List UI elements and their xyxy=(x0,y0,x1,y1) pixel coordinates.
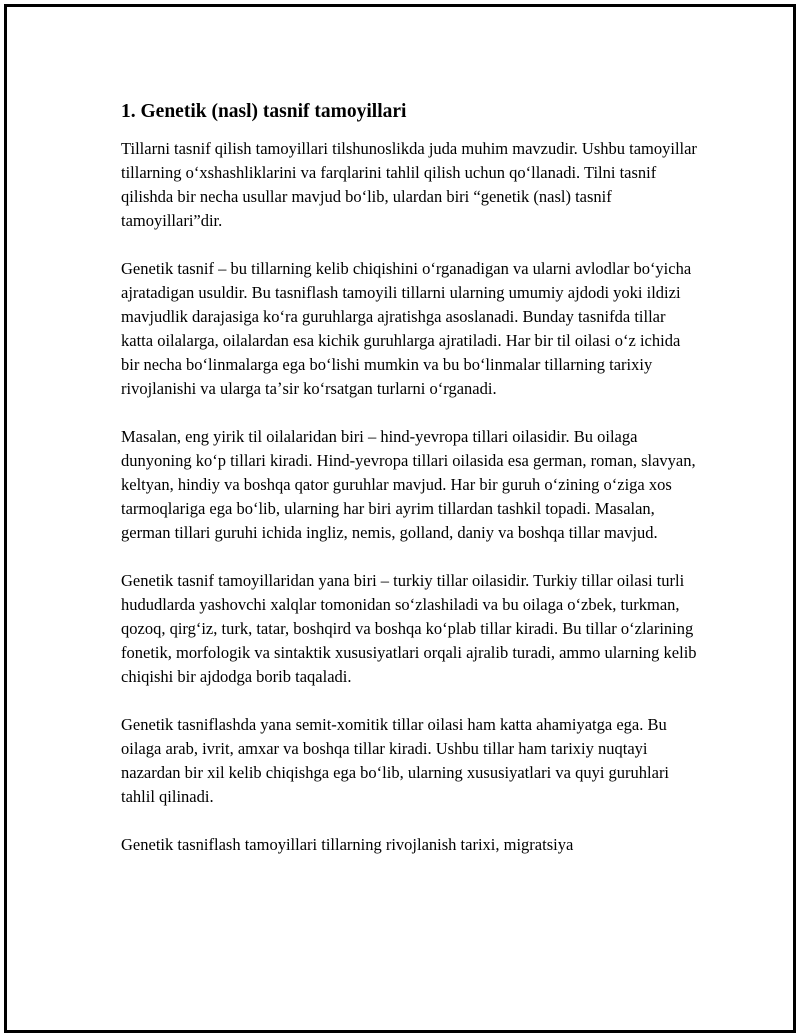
paragraph-conclusion-start: Genetik tasniflash tamoyillari tillarning rivojlanish tarixi, migratsiya xyxy=(121,835,574,854)
section-heading: 1. Genetik (nasl) tasnif tamoyillari xyxy=(121,101,407,122)
document-body xyxy=(121,99,701,881)
paragraph-semitic-hamitic: Genetik tasniflashda yana semit-xomitik tillar oilasi ham katta ahamiyatga ega. Bu oilaga arab, ivrit, amxar va boshqa tillar kiradi. Ushbu tillar ham tarixiy nuqtayi nazardan bir xil kelib chiqishga ega boʻlib, ularning xususiyatlari va quyi guruhlari tahlil qilinadi. xyxy=(121,715,670,806)
paragraph-genetic-definition: Genetik tasnif – bu tillarning kelib chiqishini oʻrganadigan va ularni avlodlar boʻyicha ajratadigan usuldir. Bu tasniflash tamoyili tillarni ularning umumiy ajdodi yoki ildizi mavjudlik darajasiga koʻra guruhlarga ajratishga asoslanadi. Bunday tasnifda tillar katta oilalarga, oilalardan esa kichik guruhlarga ajratiladi. Har bir til oilasi oʻz ichida bir necha boʻlinmalarga ega boʻlishi mumkin va bu boʻlinmalar tillarning tarixiy rivojlanishi va ularga taʼsir koʻrsatgan turlarni oʻrganadi. xyxy=(121,259,692,398)
paragraph-intro: Tillarni tasnif qilish tamoyillari tilshunoslikda juda muhim mavzudir. Ushbu tamoyillar tillarning oʻxshashliklarini va farqlarini tahlil qilish uchun qoʻllanadi. Tilni tasnif qilishda bir necha usullar mavjud boʻlib, ulardan biri “genetik (nasl) tasnif tamoyillari”dir. xyxy=(121,139,697,230)
paragraph-turkic: Genetik tasnif tamoyillaridan yana biri – turkiy tillar oilasidir. Turkiy tillar oilasi turli hududlarda yashovchi xalqlar tomonidan soʻzlashiladi va bu oilaga oʻzbek, turkman, qozoq, qirgʻiz, turk, tatar, boshqird va boshqa koʻplab tillar kiradi. Bu tillar oʻzlarining fonetik, morfologik va sintaktik xususiyatlari orqali ajralib turadi, ammo ularning kelib chiqishi bir ajdodga borib taqaladi. xyxy=(121,571,697,686)
paragraph-indo-european: Masalan, eng yirik til oilalaridan biri – hind-yevropa tillari oilasidir. Bu oilaga dunyoning koʻp tillari kiradi. Hind-yevropa tillari oilasida esa german, roman, slavyan, keltyan, hindiy va boshqa qator guruhlar mavjud. Har bir guruh oʻzining oʻziga xos tarmoqlariga ega boʻlib, ularning har biri ayrim tillardan tashkil topadi. Masalan, german tillari guruhi ichida ingliz, nemis, golland, daniy va boshqa tillar mavjud. xyxy=(121,427,696,542)
page-frame xyxy=(4,4,796,1033)
